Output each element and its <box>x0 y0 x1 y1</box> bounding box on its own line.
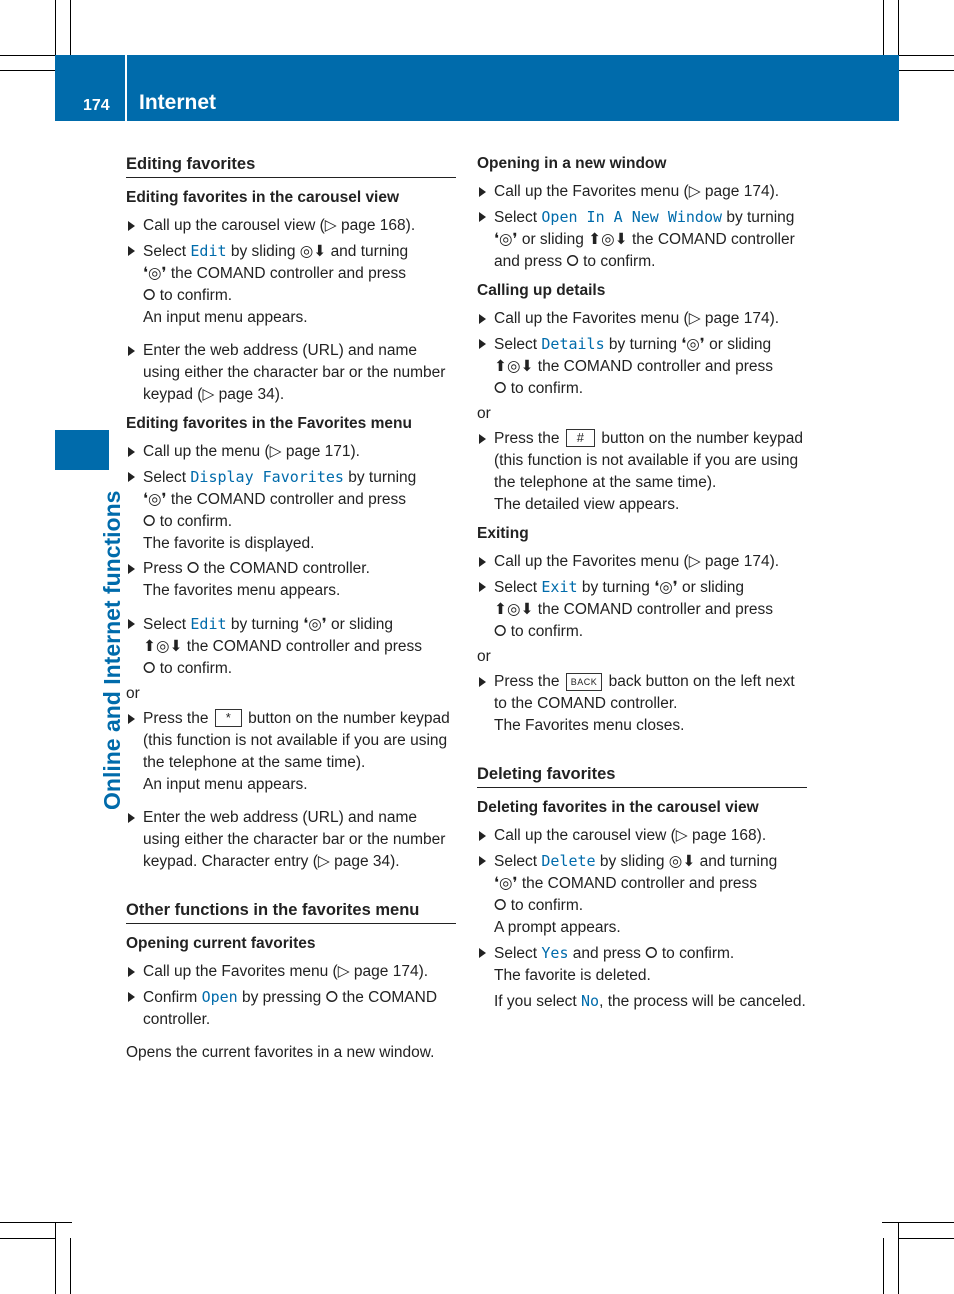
back-key-icon: BACK <box>566 673 603 691</box>
crop-mark <box>882 1222 954 1223</box>
step <box>126 986 456 1031</box>
step: Enter the web address (URL) and name using either the character bar or the number keypad (▷ page 34). <box>126 340 456 406</box>
step: Call up the menu (▷ page 171). <box>126 441 456 463</box>
result-text: An input menu appears. <box>143 776 308 793</box>
heading-opening-current: Opening current favorites <box>126 935 316 952</box>
header-divider <box>125 55 127 121</box>
crop-mark <box>0 55 56 56</box>
text: by turning ❛◎❜ or sliding <box>577 579 745 596</box>
heading-new-window: Opening in a new window <box>477 155 667 172</box>
text: , the process will be canceled. <box>599 993 806 1010</box>
spacer <box>126 799 456 807</box>
menu-item-code: No <box>581 992 600 1010</box>
note-text: Opens the current favorites in a new window. <box>126 1044 435 1061</box>
text: Select <box>494 853 542 870</box>
text: Select <box>143 469 191 486</box>
menu-item-code: Open In A New Window <box>541 208 723 226</box>
text: Select <box>143 243 191 260</box>
section-title: Internet <box>139 91 217 114</box>
page-number: 174 <box>83 97 110 114</box>
step <box>477 428 807 516</box>
crop-mark <box>70 0 71 56</box>
text: ⬆◎⬇ the COMAND controller and press <box>143 638 422 655</box>
step: Call up the carousel view (▷ page 168). <box>477 825 807 847</box>
heading-other-functions: Other functions in the favorites menu <box>126 899 456 924</box>
text: by pressing ⭘ the COMAND controller. <box>143 989 438 1028</box>
step: Call up the carousel view (▷ page 168). <box>126 215 456 237</box>
result-text: An input menu appears. <box>143 309 308 326</box>
result-text: The Favorites menu closes. <box>494 717 685 734</box>
step <box>126 708 456 796</box>
text: ❛◎❜ the COMAND controller and press <box>494 875 757 892</box>
heading-favorites-menu: Editing favorites in the Favorites menu <box>126 415 412 432</box>
text: ⭘ to confirm. <box>143 513 233 530</box>
text: ⬆◎⬇ the COMAND controller and press <box>494 358 773 375</box>
text: ❛◎❜ the COMAND controller and press <box>143 491 406 508</box>
step <box>126 613 456 680</box>
step: Call up the Favorites menu (▷ page 174). <box>126 961 456 983</box>
text: by turning ❛◎❜ or sliding <box>604 336 772 353</box>
heading-exiting: Exiting <box>477 525 529 542</box>
text: button on the number keypad (this function is not available if you are using the telephone at the same time). <box>143 710 450 771</box>
text: button on the number keypad (this function is not available if you are using the telephone at the same time). <box>494 430 803 491</box>
text: Select <box>494 579 542 596</box>
menu-item-code: Edit <box>190 242 227 260</box>
text: and press ⭘ to confirm. <box>568 945 735 962</box>
heading-delete-carousel: Deleting favorites in the carousel view <box>477 799 759 816</box>
crop-mark <box>883 1238 884 1294</box>
menu-item-code: Exit <box>541 578 578 596</box>
result-text: The detailed view appears. <box>494 496 680 513</box>
step: Call up the Favorites menu (▷ page 174). <box>477 181 807 203</box>
menu-item-code: Yes <box>541 944 569 962</box>
crop-mark <box>55 1222 56 1294</box>
text: by turning <box>722 209 795 226</box>
menu-item-code: Delete <box>541 852 596 870</box>
menu-item-code: Edit <box>190 615 227 633</box>
or-text: or <box>477 405 491 422</box>
crop-mark <box>898 1238 954 1239</box>
hash-key-icon: # <box>566 429 595 447</box>
side-tab <box>55 430 109 470</box>
step <box>126 558 456 602</box>
left-column <box>126 150 456 1067</box>
step: Call up the Favorites menu (▷ page 174). <box>477 308 807 330</box>
step <box>477 671 807 737</box>
result-text: The favorite is displayed. <box>143 535 315 552</box>
text: ❛◎❜ the COMAND controller and press <box>143 265 406 282</box>
text: Press the <box>494 430 564 447</box>
menu-item-code: Details <box>541 335 605 353</box>
text: back button on the left next to the COMAND controller. <box>494 673 795 712</box>
step <box>126 466 456 555</box>
text: Press ⭘ the COMAND controller. <box>143 560 370 577</box>
text: ⭘ to confirm. <box>143 287 233 304</box>
text: by sliding ◎⬇ and turning <box>595 853 778 870</box>
heading-deleting-favorites: Deleting favorites <box>477 763 807 788</box>
spacer <box>126 1034 456 1042</box>
right-column <box>477 150 807 1016</box>
crop-mark <box>898 1222 899 1294</box>
text: Press the <box>143 710 213 727</box>
crop-mark <box>883 0 884 56</box>
crop-mark <box>0 1238 56 1239</box>
text: Select <box>494 336 542 353</box>
step <box>477 850 807 939</box>
text: by turning <box>343 469 417 486</box>
result-text <box>477 990 807 1013</box>
text: Confirm <box>143 989 202 1006</box>
or-text: or <box>477 648 491 665</box>
menu-item-code: Display Favorites <box>190 468 344 486</box>
step <box>477 333 807 400</box>
text: Select <box>143 616 191 633</box>
step <box>477 206 807 273</box>
step <box>477 576 807 643</box>
text: ❛◎❜ or sliding ⬆◎⬇ the COMAND controller and press ⭘ to confirm. <box>494 231 795 270</box>
heading-editing-favorites: Editing favorites <box>126 153 456 178</box>
text: ⭘ to confirm. <box>494 897 584 914</box>
text: Press the <box>494 673 564 690</box>
result-text: The favorites menu appears. <box>143 582 341 599</box>
text: Select <box>494 209 542 226</box>
heading-carousel: Editing favorites in the carousel view <box>126 189 400 206</box>
step <box>477 942 807 987</box>
step: Enter the web address (URL) and name using either the character bar or the number keypad. Character entry (▷ page 34). <box>126 807 456 873</box>
step <box>126 240 456 329</box>
crop-mark <box>0 1222 72 1223</box>
crop-mark <box>70 1238 71 1294</box>
text: by turning ❛◎❜ or sliding <box>226 616 394 633</box>
star-key-icon: * <box>215 709 242 727</box>
text: by sliding ◎⬇ and turning <box>226 243 409 260</box>
or-text: or <box>126 685 140 702</box>
page-header <box>55 55 899 121</box>
side-chapter-label: Online and Internet functions <box>99 490 125 810</box>
text: Select <box>494 945 542 962</box>
text: ⭘ to confirm. <box>143 660 233 677</box>
spacer <box>126 605 456 613</box>
text: ⬆◎⬇ the COMAND controller and press <box>494 601 773 618</box>
heading-details: Calling up details <box>477 282 606 299</box>
result-text: A prompt appears. <box>494 919 621 936</box>
text: If you select <box>494 993 582 1010</box>
spacer <box>126 332 456 340</box>
result-text: The favorite is deleted. <box>494 967 651 984</box>
crop-mark <box>898 55 954 56</box>
menu-item-code: Open <box>201 988 238 1006</box>
text: ⭘ to confirm. <box>494 380 584 397</box>
text: ⭘ to confirm. <box>494 623 584 640</box>
step: Call up the Favorites menu (▷ page 174). <box>477 551 807 573</box>
